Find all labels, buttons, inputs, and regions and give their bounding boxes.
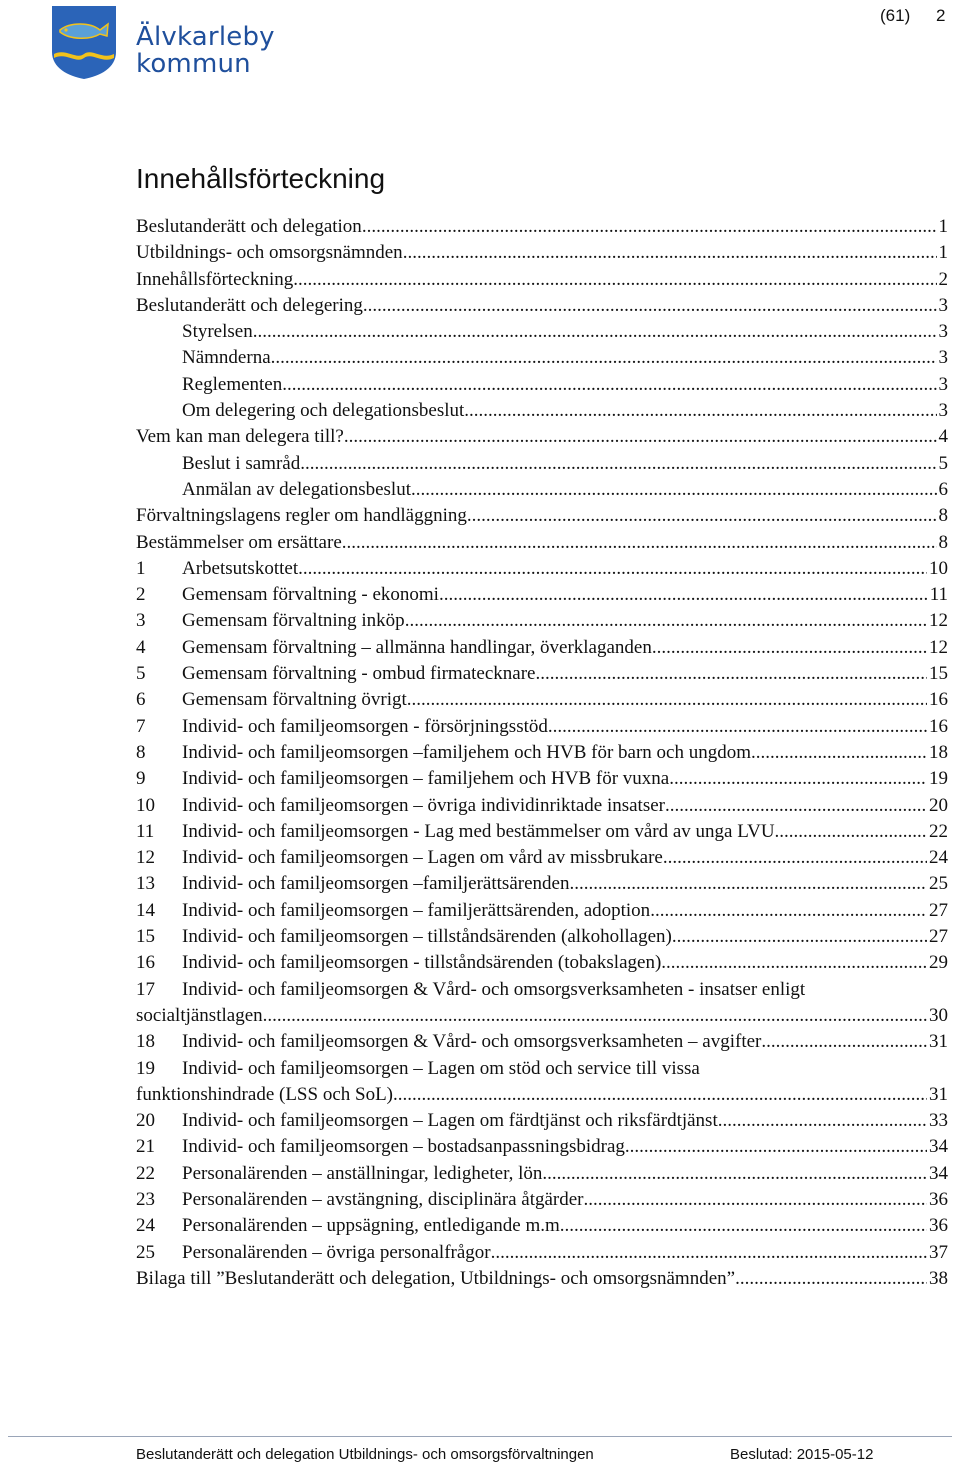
toc-entry[interactable]	[136, 608, 948, 634]
toc-dot-leader	[625, 1134, 927, 1160]
toc-entry-page: 1	[938, 216, 948, 237]
toc-dot-leader	[464, 398, 936, 424]
toc-entry-page: 6	[938, 478, 948, 500]
toc-entry-number: 18	[136, 1031, 155, 1053]
toc-entry-page: 18	[929, 741, 948, 763]
toc-entry-title: Individ- och familjeomsorgen - tillståndsärenden (tobakslagen)	[182, 952, 662, 974]
toc-entry-page: 2	[938, 268, 948, 290]
toc-entry[interactable]	[136, 214, 948, 240]
toc-dot-leader	[663, 845, 927, 871]
toc-dot-leader	[775, 819, 927, 845]
toc-dot-leader	[735, 1266, 927, 1292]
footer-divider	[8, 1436, 952, 1437]
kommun-logo	[50, 4, 290, 82]
toc-dot-leader	[669, 766, 927, 792]
toc-entry-number: 16	[136, 952, 155, 974]
toc-dot-leader	[665, 793, 927, 819]
page-title: Innehållsförteckning	[136, 163, 386, 194]
toc-dot-leader	[253, 319, 937, 345]
toc-entry-title: Individ- och familjeomsorgen –familjerättsärenden	[182, 873, 570, 895]
toc-entry-number: 4	[136, 636, 146, 658]
toc-entry-number: 22	[136, 1162, 155, 1184]
toc-dot-leader	[342, 530, 937, 556]
toc-entry-title: Individ- och familjeomsorgen – tillståndsärenden (alkohollagen)	[182, 926, 672, 948]
toc-entry[interactable]	[136, 714, 948, 740]
toc-entry[interactable]	[136, 1056, 948, 1082]
toc-entry-page: 10	[929, 557, 948, 579]
toc-entry-title: Personalärenden – anställningar, ledigheter, lön	[182, 1162, 543, 1184]
toc-entry-number: 24	[136, 1215, 155, 1237]
toc-dot-leader	[403, 240, 937, 266]
toc-entry[interactable]	[136, 293, 948, 319]
toc-entry-page: 16	[929, 689, 948, 711]
toc-entry[interactable]	[136, 687, 948, 713]
toc-entry[interactable]	[136, 1240, 948, 1266]
toc-dot-leader	[293, 267, 936, 293]
toc-entry-title: Individ- och familjeomsorgen & Vård- och omsorgsverksamheten - insatser enligt	[182, 978, 806, 1000]
toc-entry-page: 1	[938, 242, 948, 264]
toc-entry-title: Individ- och familjeomsorgen & Vård- och omsorgsverksamheten – avgifter	[182, 1031, 762, 1053]
toc-dot-leader	[439, 582, 928, 608]
toc-entry-page: 8	[938, 505, 948, 527]
toc-entry[interactable]	[136, 924, 948, 950]
toc-entry-page: 12	[929, 610, 948, 632]
toc-dot-leader	[362, 214, 937, 240]
toc-entry-page: 24	[929, 847, 948, 869]
toc-dot-leader	[542, 1161, 927, 1187]
brand-line-1: Älvkarleby	[136, 22, 275, 52]
toc-dot-leader	[393, 1082, 927, 1108]
toc-entry-number: 10	[136, 794, 155, 816]
toc-entry[interactable]	[136, 503, 948, 529]
toc-entry-number: 7	[136, 715, 146, 737]
toc-dot-leader	[344, 424, 937, 450]
toc-entry[interactable]	[136, 477, 948, 503]
toc-entry-title: Beslutanderätt och delegering	[136, 294, 363, 316]
footer-document-title: Beslutanderätt och delegation Utbildnings- och omsorgsförvaltningen	[136, 1446, 594, 1463]
toc-entry-title: Personalärenden – övriga personalfrågor	[182, 1241, 491, 1263]
toc-entry-title: Gemensam förvaltning - ombud firmatecknare	[182, 663, 536, 685]
toc-entry-title: Gemensam förvaltning övrigt	[182, 689, 407, 711]
footer-decision-date: Beslutad: 2015-05-12	[730, 1446, 874, 1463]
toc-dot-leader	[650, 898, 927, 924]
toc-entry-number: 8	[136, 741, 146, 763]
toc-entry[interactable]	[136, 345, 948, 371]
toc-entry[interactable]	[136, 1213, 948, 1239]
toc-entry-page: 5	[938, 452, 948, 474]
brand-line-2: kommun	[136, 49, 251, 79]
toc-entry-number: 9	[136, 768, 146, 790]
toc-dot-leader	[411, 477, 937, 503]
toc-entry-title: Styrelsen	[182, 321, 253, 343]
toc-entry[interactable]	[136, 1161, 948, 1187]
toc-dot-leader	[271, 345, 937, 371]
toc-entry-number: 11	[136, 820, 155, 842]
toc-dot-leader	[569, 871, 927, 897]
toc-dot-leader	[405, 608, 927, 634]
toc-entry-page: 8	[938, 531, 948, 553]
toc-dot-leader	[761, 1029, 927, 1055]
toc-entry-title: Individ- och familjeomsorgen – familjerättsärenden, adoption	[182, 899, 651, 921]
toc-entry-page: 31	[929, 1031, 948, 1053]
page-reference: (61)	[880, 6, 911, 25]
toc-entry-title: Gemensam förvaltning – allmänna handlingar, överklaganden	[182, 636, 652, 658]
toc-entry-page: 16	[929, 715, 948, 737]
toc-entry-page: 36	[929, 1188, 948, 1210]
toc-entry-title: Individ- och familjeomsorgen – övriga individinriktade insatser	[182, 794, 665, 816]
toc-entry[interactable]	[136, 582, 948, 608]
toc-entry-title: Individ- och familjeomsorgen – Lagen om färdtjänst och riksfärdtjänst	[182, 1110, 718, 1132]
toc-entry-title: Om delegering och delegationsbeslut	[182, 400, 465, 422]
toc-dot-leader	[672, 924, 927, 950]
toc-entry[interactable]	[136, 372, 948, 398]
toc-entry[interactable]	[136, 845, 948, 871]
toc-entry-number: 17	[136, 978, 155, 1000]
toc-entry[interactable]	[136, 977, 948, 1003]
toc-entry-page: 31	[929, 1083, 948, 1105]
toc-entry-title: Innehållsförteckning	[136, 268, 294, 290]
toc-entry-title: Vem kan man delegera till?	[136, 426, 344, 448]
toc-entry-page: 34	[929, 1162, 948, 1184]
toc-dot-leader	[718, 1108, 927, 1134]
toc-entry-number: 15	[136, 926, 155, 948]
toc-entry-title: Förvaltningslagens regler om handläggning	[136, 505, 467, 527]
toc-entry-number: 13	[136, 873, 155, 895]
toc-entry[interactable]	[136, 267, 948, 293]
toc-entry[interactable]	[136, 424, 948, 450]
toc-entry-title: Individ- och familjeomsorgen – Lagen om stöd och service till vissa	[182, 1057, 700, 1079]
toc-entry-title: Individ- och familjeomsorgen - Lag med bestämmelser om vård av unga LVU	[182, 820, 775, 842]
toc-entry-page: 3	[938, 373, 948, 395]
toc-entry-continuation[interactable]	[136, 1003, 948, 1029]
toc-dot-leader	[661, 950, 927, 976]
toc-entry-page: 37	[929, 1241, 948, 1263]
toc-entry[interactable]	[136, 1187, 948, 1213]
toc-entry-number: 5	[136, 663, 146, 685]
toc-dot-leader	[491, 1240, 927, 1266]
toc-entry-number: 25	[136, 1241, 155, 1263]
toc-entry-title: Personalärenden – uppsägning, entledigande m.m.	[182, 1215, 565, 1237]
toc-entry[interactable]	[136, 240, 948, 266]
toc-entry-number: 14	[136, 899, 155, 921]
toc-entry-page: 38	[929, 1267, 948, 1289]
toc-entry-title: Beslut i samråd	[182, 452, 301, 474]
toc-entry-title: Personalärenden – avstängning, disciplinära åtgärder	[182, 1188, 584, 1210]
toc-entry-page: 3	[938, 294, 948, 316]
toc-entry-page: 3	[938, 400, 948, 422]
toc-entry-page: 19	[929, 768, 948, 790]
toc-entry-page: 20	[929, 794, 948, 816]
toc-entry[interactable]	[136, 635, 948, 661]
toc-entry-page: 3	[938, 347, 948, 369]
toc-entry[interactable]	[136, 1134, 948, 1160]
toc-dot-leader	[584, 1187, 928, 1213]
toc-dot-leader	[548, 714, 927, 740]
toc-entry[interactable]	[136, 1029, 948, 1055]
toc-entry[interactable]	[136, 1266, 948, 1292]
toc-entry-title: Nämnderna	[182, 347, 271, 369]
toc-entry[interactable]	[136, 556, 948, 582]
toc-entry-page: 30	[929, 1004, 948, 1026]
toc-entry[interactable]	[136, 766, 948, 792]
toc-entry-page: 27	[929, 899, 948, 921]
brand-name	[136, 24, 275, 78]
toc-dot-leader	[652, 635, 927, 661]
toc-entry-page: 33	[929, 1110, 948, 1132]
toc-entry-title: Bilaga till ”Beslutanderätt och delegation, Utbildnings- och omsorgsnämnden”	[136, 1267, 736, 1289]
toc-entry-number: 20	[136, 1110, 155, 1132]
toc-entry[interactable]	[136, 740, 948, 766]
toc-entry-page: 25	[929, 873, 948, 895]
toc-dot-leader	[282, 372, 936, 398]
toc-entry-title: Individ- och familjeomsorgen –familjehem och HVB för barn och ungdom	[182, 741, 751, 763]
toc-entry-page: 22	[929, 820, 948, 842]
toc-entry-title-continued: funktionshindrade (LSS och SoL)	[136, 1083, 394, 1105]
toc-entry-title: Individ- och familjeomsorgen – bostadsanpassningsbidrag	[182, 1136, 625, 1158]
toc-entry-title: Beslutanderätt och delegation	[136, 216, 362, 237]
toc-entry[interactable]	[136, 793, 948, 819]
toc-entry-title: Utbildnings- och omsorgsnämnden	[136, 242, 403, 264]
page-number: 2	[936, 6, 946, 25]
toc-entry-number: 3	[136, 610, 146, 632]
toc-entry-number: 6	[136, 689, 146, 711]
toc-dot-leader	[536, 661, 928, 687]
toc-entry-number: 21	[136, 1136, 155, 1158]
toc-entry-title: Individ- och familjeomsorgen - försörjningsstöd	[182, 715, 548, 737]
toc-entry-page: 34	[929, 1136, 948, 1158]
toc-entry[interactable]	[136, 398, 948, 424]
toc-entry[interactable]	[136, 319, 948, 345]
toc-entry[interactable]	[136, 950, 948, 976]
toc-entry-continuation[interactable]	[136, 1082, 948, 1108]
toc-entry-page: 4	[938, 426, 948, 448]
toc-dot-leader	[565, 1213, 927, 1239]
toc-entry[interactable]	[136, 898, 948, 924]
toc-entry-page: 12	[929, 636, 948, 658]
toc-dot-leader	[263, 1003, 927, 1029]
table-of-contents	[136, 214, 948, 1292]
toc-entry-title: Individ- och familjeomsorgen – familjehem och HVB för vuxna	[182, 768, 670, 790]
toc-entry-number: 19	[136, 1057, 155, 1079]
toc-entry-number: 2	[136, 584, 146, 606]
toc-dot-leader	[467, 503, 937, 529]
toc-dot-leader	[363, 293, 937, 319]
toc-entry[interactable]	[136, 819, 948, 845]
toc-entry-title: Gemensam förvaltning inköp	[182, 610, 405, 632]
toc-dot-leader	[300, 451, 936, 477]
toc-entry[interactable]	[136, 1108, 948, 1134]
toc-entry-number: 1	[136, 557, 146, 579]
toc-entry-title: Anmälan av delegationsbeslut	[182, 478, 411, 500]
toc-entry-title: Bestämmelser om ersättare	[136, 531, 342, 553]
toc-entry-page: 36	[929, 1215, 948, 1237]
toc-dot-leader	[298, 556, 927, 582]
toc-entry[interactable]	[136, 871, 948, 897]
toc-entry[interactable]	[136, 530, 948, 556]
toc-entry-number: 12	[136, 847, 155, 869]
toc-dot-leader	[407, 687, 927, 713]
toc-entry-page: 27	[929, 926, 948, 948]
coat-of-arms-icon	[50, 4, 118, 80]
toc-entry-number: 23	[136, 1188, 155, 1210]
toc-entry-page: 11	[929, 584, 948, 606]
toc-entry-page: 3	[938, 321, 948, 343]
toc-entry-title: Gemensam förvaltning - ekonomi	[182, 584, 439, 606]
toc-entry-title: Individ- och familjeomsorgen – Lagen om vård av missbrukare	[182, 847, 663, 869]
toc-dot-leader	[751, 740, 927, 766]
toc-entry[interactable]	[136, 451, 948, 477]
toc-entry-page: 29	[929, 952, 948, 974]
toc-entry[interactable]	[136, 661, 948, 687]
toc-entry-page: 15	[929, 663, 948, 685]
toc-entry-title: Arbetsutskottet	[182, 557, 299, 579]
toc-entry-title: Reglementen	[182, 373, 283, 395]
toc-entry-title-continued: socialtjänstlagen	[136, 1004, 263, 1026]
